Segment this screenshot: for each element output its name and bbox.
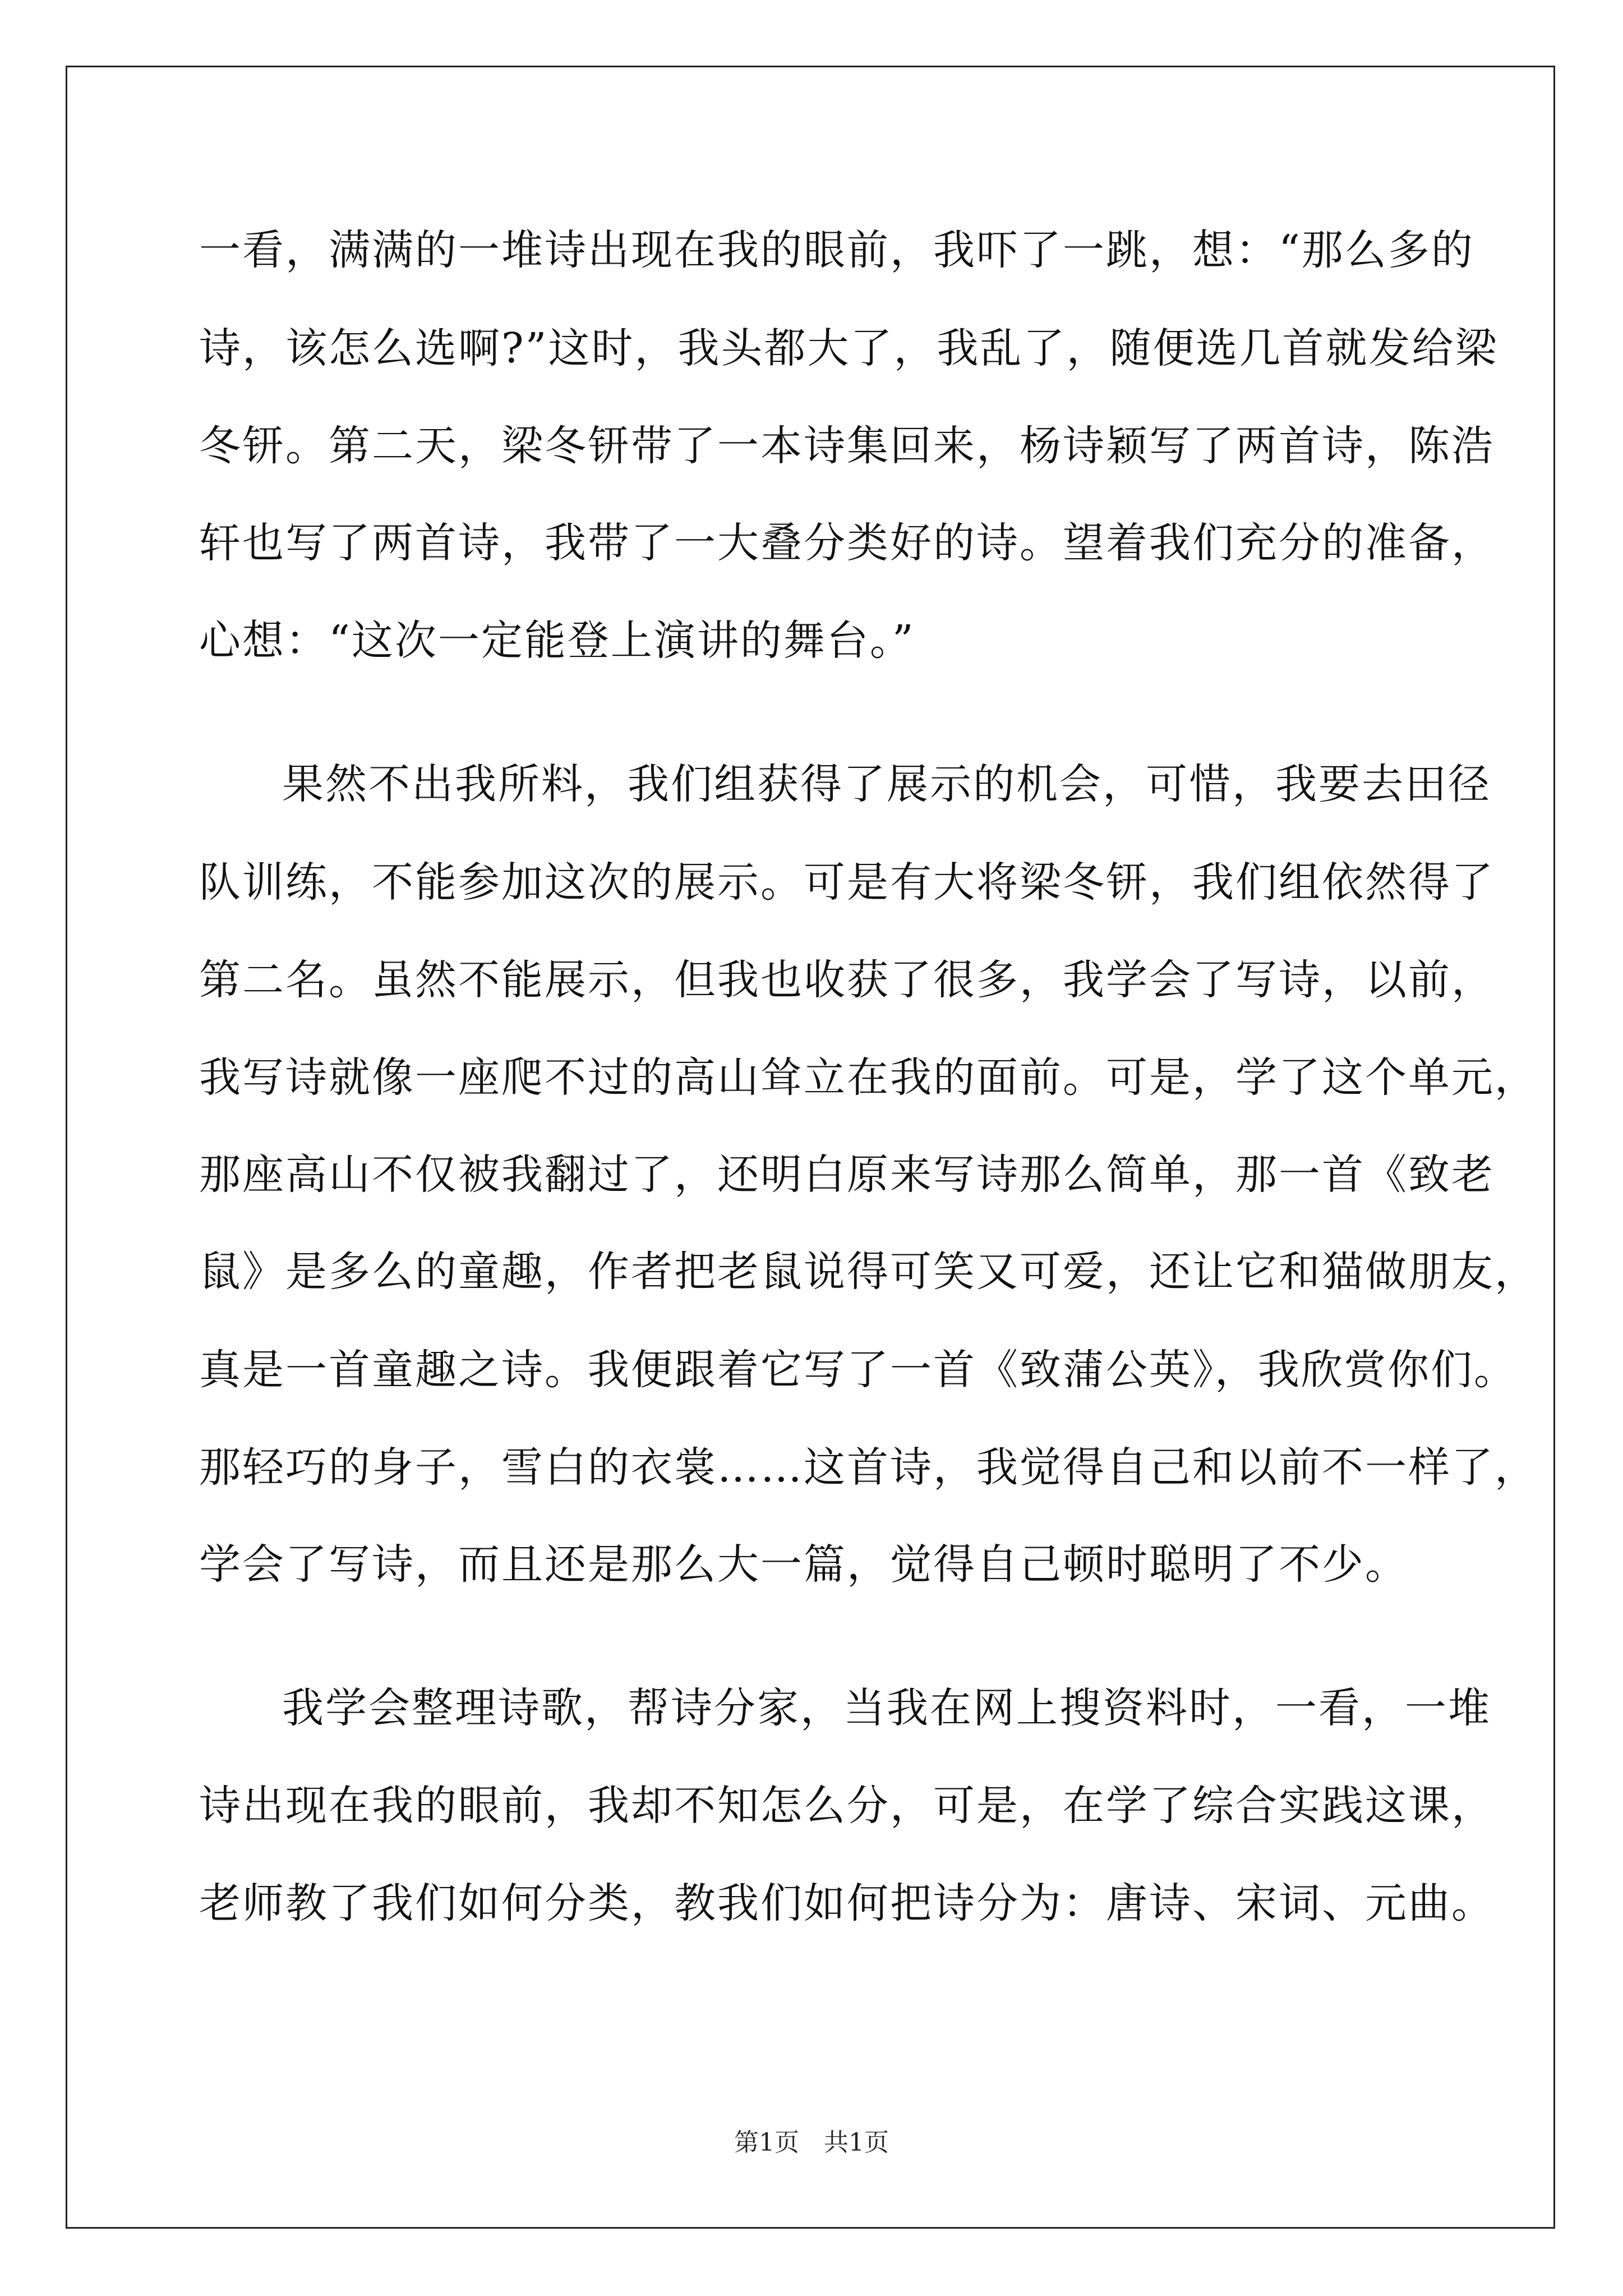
- text-line: 诗出现在我的眼前，我却不知怎么分，可是，在学了综合实践这课，: [199, 1782, 1495, 1830]
- text-line: 鼠》是多么的童趣，作者把老鼠说得可笑又可爱，还让它和猫做朋友，: [199, 1248, 1538, 1296]
- page-footer: 第1页 共1页: [734, 2128, 889, 2157]
- text-line: 冬钘。第二天，梁冬钘带了一本诗集回来，杨诗颖写了两首诗，陈浩: [199, 422, 1495, 470]
- text-line: 真是一首童趣之诗。我便跟着它写了一首《致蒲公英》，我欣赏你们。: [199, 1346, 1517, 1394]
- text-line: 诗，该怎么选啊?”这时，我头都大了，我乱了，随便选几首就发给梁: [199, 324, 1498, 372]
- text-line: 我写诗就像一座爬不过的高山耸立在我的面前。可是，学了这个单元，: [199, 1053, 1538, 1102]
- text-line: 老师教了我们如何分类，教我们如何把诗分为：唐诗、宋词、元曲。: [199, 1879, 1495, 1927]
- text-line: 一看，满满的一堆诗出现在我的眼前，我吓了一跳，想：“那么多的: [199, 226, 1474, 274]
- text-line: 那座高山不仅被我翻过了，还明白原来写诗那么简单，那一首《致老: [199, 1151, 1495, 1199]
- text-line: 学会了写诗，而且还是那么大一篇，觉得自己顿时聪明了不少。: [199, 1540, 1408, 1589]
- paragraph-start-line: 果然不出我所料，我们组获得了展示的机会，可惜，我要去田径: [282, 760, 1491, 808]
- text-line: 队训练，不能参加这次的展示。可是有大将梁冬钘，我们组依然得了: [199, 858, 1495, 907]
- text-line: 轩也写了两首诗，我带了一大叠分类好的诗。望着我们充分的准备，: [199, 519, 1495, 567]
- paragraph-start-line: 我学会整理诗歌，帮诗分家，当我在网上搜资料时，一看，一堆: [282, 1684, 1491, 1732]
- text-line: 第二名。虽然不能展示，但我也收获了很多，我学会了写诗，以前，: [199, 956, 1495, 1004]
- text-line: 那轻巧的身子，雪白的衣裳……这首诗，我觉得自己和以前不一样了，: [199, 1443, 1538, 1492]
- text-line: 心想：“这次一定能登上演讲的舞台。”: [199, 616, 915, 665]
